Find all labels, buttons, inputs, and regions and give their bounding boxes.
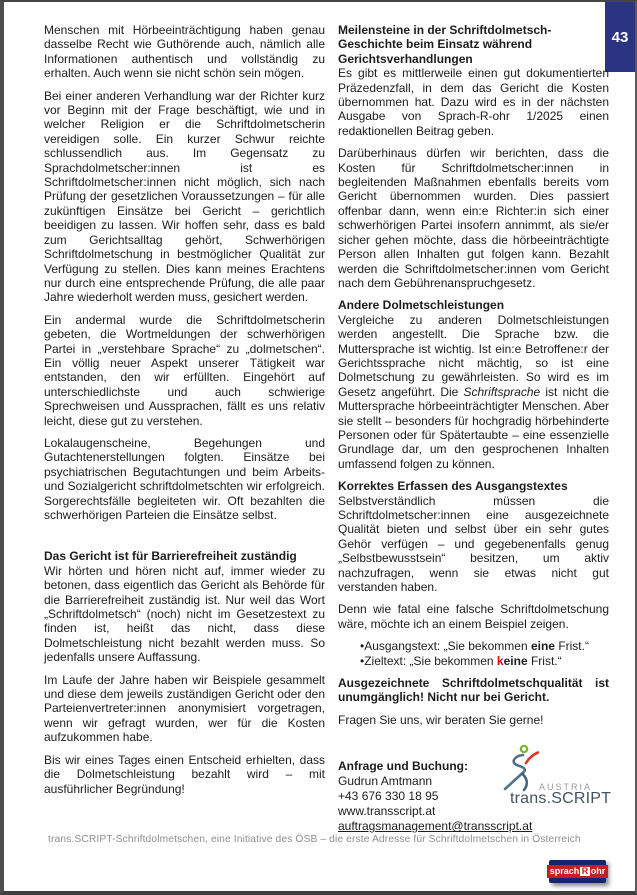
paragraph: Im Laufe der Jahre haben wir Beispiele gesammelt und diese dem jeweils zuständigen Gericht oder den Parteienvertreter:innen anonymisiert vorgetragen, wenn wir gefragt wurden, wer für die Kosten aufzukommen habe. (44, 672, 325, 745)
sprachrohr-text-left: sprach (549, 866, 580, 876)
column-left (44, 23, 325, 804)
paragraph: Bis wir eines Tages einen Entscheid erhielten, dass die Dolmetschleistung bezahlt wird – mit ausführlicher Begründung! (44, 752, 325, 796)
emphasized-term: Schriftsprache (463, 384, 541, 399)
contact-label: Anfrage und Buchung: (338, 759, 468, 774)
bullet-item-target-text: •Zieltext: „Sie bekommen keine Frist.“ (360, 653, 562, 668)
page-number: 43 (611, 28, 629, 46)
section-heading-court-accessibility: Das Gericht ist für Barrierefreiheit zuständig (44, 549, 297, 564)
contact-email-link[interactable]: auftragsmanagement@transscript.at (338, 819, 533, 834)
paragraph: Ein andermal wurde die Schriftdolmetscherin gebeten, die Wortmeldungen der schwerhörigen Partei in „verstehbare Sprache“ zu „dolmetschen“. Ein völlig neuer Aspekt unserer Tätigkeit war entstanden, den wir erfüllten. Eingehört auf unterschiedlichste und auch schwierige Sprechweisen und Aussprachen, fällt es uns relativ leicht, diese gut zu verstehen. (44, 312, 325, 428)
sprachrohr-logo (549, 860, 606, 883)
bullet-item-source-text: •Ausgangstext: „Sie bekommen eine Frist.“ (360, 639, 589, 654)
footer-text: trans.SCRIPT-Schriftdolmetschen, eine Initiative des ÖSB – die erste Adresse für Schriftdolmetschen in Österreich (48, 834, 581, 845)
red-letter: k (496, 653, 504, 668)
sprachrohr-text-right: ohr (590, 866, 606, 876)
transscript-runner-icon (497, 743, 539, 795)
column-right (338, 23, 612, 834)
paragraph: Darüberhinaus dürfen wir berichten, dass die Kosten für Schriftdolmetscher:innen in begleitenden Maßnahmen ebenfalls bereits vom Gericht übernommen wurden. Dies passiert offenbar dann, wenn ein:e Richter:in sich einer schwerhörigen Partei insofern annimmt, als sie/er sicher gehen möchte, dass die hörbeeinträchtigte Person allen Inhalten gut folgen kann. Bezahlt werden die Schriftdolmetscher:innen vom Gericht nach dem Gebührenanspruchgesetz. (338, 146, 609, 290)
paragraph: Es gibt es mittlerweile einen gut dokumentierten Präzedenzfall, in dem das Gericht die Kosten übernommen hat. Dazu wird es in der nächsten Ausgabe von Sprach-R-ohr 1/2025 einen redaktionellen Beitrag geben. (338, 66, 609, 138)
transscript-logo (495, 743, 612, 823)
paragraph: Denn wie fatal eine falsche Schriftdolmetschung wäre, möchte ich an einem Beispiel zeigen. (338, 602, 609, 631)
paragraph-quality-statement: Ausgezeichnete Schriftdolmetschqualität ist unumgänglich! Nicht nur bei Gericht. (338, 676, 609, 705)
contact-phone: +43 676 330 18 95 (338, 789, 439, 804)
logo-brand-text: trans.SCRIPT (510, 790, 612, 808)
sprachrohr-r-box: R (581, 866, 589, 876)
section-heading-source-text: Korrektes Erfassen des Ausgangstextes (338, 479, 568, 494)
paragraph: Selbstverständlich müssen die Schriftdolmetscher:innen eine ausgezeichnete Qualität bieten und selbst über ein sehr gutes Gehör verfügen – und gegebenenfalls genug „Selbstbewusstsein“ besitzen, um aktiv nachzufragen, wenn sie etwas nicht gut verstanden haben. (338, 493, 609, 595)
logo-austria-text: AUSTRIA (539, 782, 593, 793)
section-heading-milestones: Meilensteine in der Schriftdolmetsch-Geschichte beim Einsatz während Gerichtsverhandlungen (338, 23, 552, 66)
bullet-marker: • (360, 639, 365, 654)
page-number-badge (605, 2, 635, 72)
bullet-marker: • (360, 653, 365, 668)
bullet-list (338, 639, 609, 668)
contact-name: Gudrun Amtmann (338, 774, 433, 789)
paragraph: Menschen mit Hörbeeinträchtigung haben genau dasselbe Recht wie Guthörende auch, nämlich alle Informationen authentisch und vollständig zu erhalten. Auch wenn sie nicht schön sein mögen. (44, 23, 325, 81)
paragraph: Vergleiche zu anderen Dolmetschleistungen werden angestellt. Die Sprache bzw. die Muttersprache ist wichtig. Ist ein:e Betroffene:r der Gerichtssprache nicht mächtig, so ist eine Dolmetschung zu gewährleisten. So wird es im Gesetz angeführt. Die Schriftsprache ist nicht die Muttersprache hörbeeinträchtigter Menschen. Aber sie stellt – besonders für hochgradig hörbehinderte Personen oder für Spätertaubte – eine essenzielle Grundlage dar, um den gesprochenen Inhalten umfassend folgen zu können. (338, 312, 609, 471)
paragraph: Bei einer anderen Verhandlung war der Richter kurz vor Beginn mit der Frage beschäftigt, wie und in welcher Religion er die Schriftdolmetscherin vereidigen solle. Ein kurzer Schwur reichte schlussendlich aus. Im Gegensatz zu Sprachdolmetscher:innen ist es Schriftdolmetscher:innen nicht möglich, sich nach Prüfung der gesetzlichen Voraussetzungen – für alle zukünftigen Einsätze bei Gericht – gerichtlich beeidigen zu lassen. Wir hoffen sehr, dass es bald zum Gerichtsalltag gehört, Schwerhörigen Schriftdolmetschung in bestmöglicher Qualität zur Verfügung zu stellen. Dies kann meines Erachtens nur durch eine entsprechende Prüfung, die alle paar Jahre wiederholt werden muss, gesichert werden. (44, 88, 325, 305)
paragraph: Wir hörten und hören nicht auf, immer wieder zu betonen, dass eigentlich das Gericht als Behörde für die Barrierefreiheit zuständig ist. Nur weil das Wort „Schriftdolmetsch“ (noch) nicht im Gesetzestext zu finden ist, heißt das nicht, dass diese Dolmetschleistung nicht bezahlt werden muss. So jedenfalls unsere Auffassung. (44, 563, 325, 665)
paragraph-cta: Fragen Sie uns, wir beraten Sie gerne! (338, 712, 544, 727)
contact-website: www.transscript.at (338, 804, 436, 819)
section-heading-other-interpreting: Andere Dolmetschleistungen (338, 298, 505, 313)
contact-block (338, 759, 612, 819)
paragraph: Lokalaugenscheine, Begehungen und Gutachtenerstellungen folgten. Einsätze bei psychiatrischen Begutachtungen und beim Arbeits- und Sozialgericht schriftdolmetschten wir erfolgreich. Sorgerechtsfälle begleiteten wir. Oft bezahlten die schwerhörigen Parteien die Einsätze selbst. (44, 435, 325, 522)
